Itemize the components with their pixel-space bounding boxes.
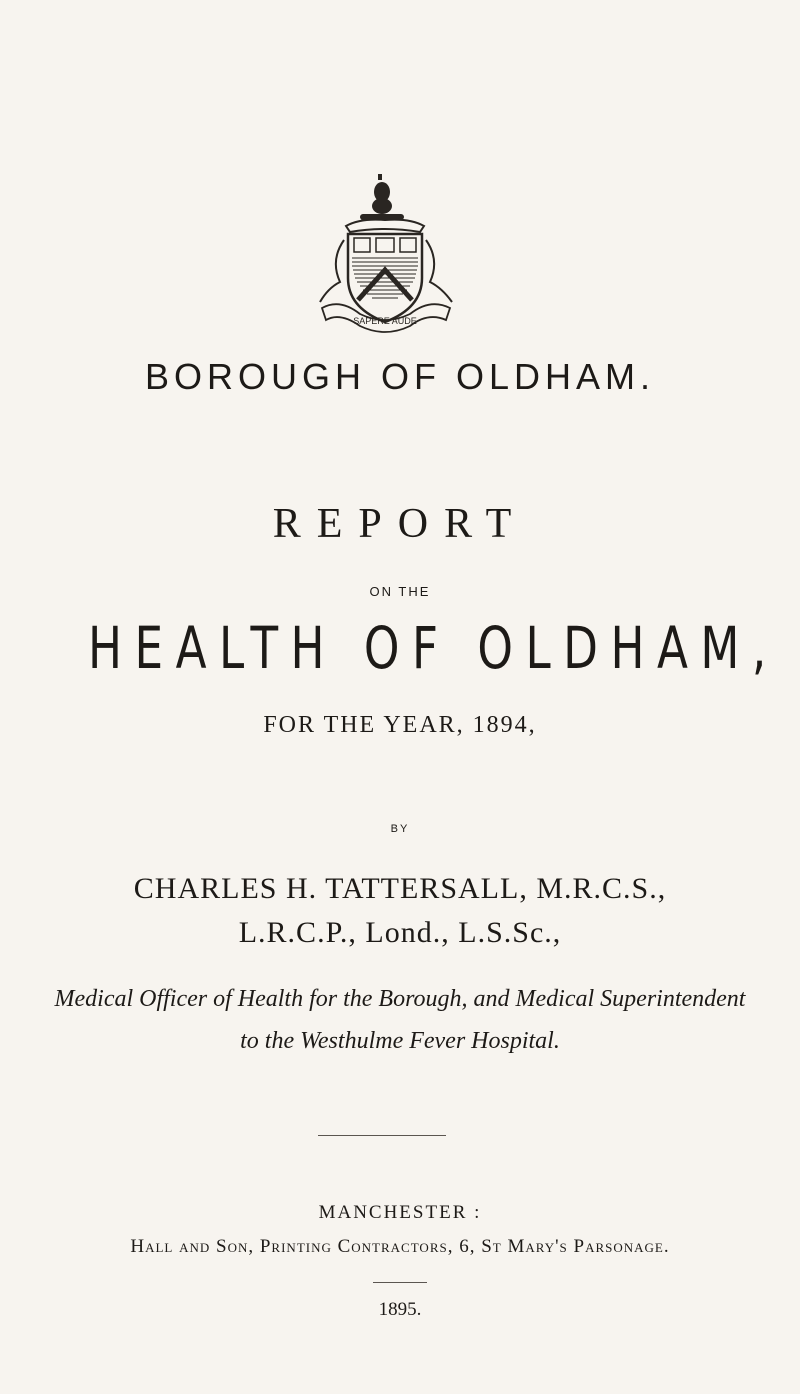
author-qualifications: L.R.C.P., Lond., L.S.Sc., [238,916,562,949]
motto-text: SAPERE AUDE [353,316,417,326]
divider-rule [318,1135,446,1136]
by-label: BY [390,823,410,835]
imprint-printer: Hall and Son, Printing Contractors, 6, St Mary's Parsonage. [130,1236,670,1257]
on-the-label: ON THE [369,584,431,599]
oldham-coat-of-arms-icon [300,170,470,345]
borough-heading: BOROUGH OF OLDHAM. [144,356,656,397]
author-role-line-1: Medical Officer of Health for the Borough, and Medical Superintendent [54,986,746,1012]
subject-title: HEALTH OF OLDHAM, [88,614,779,682]
imprint-date: 1895. [378,1299,422,1320]
imprint-city: MANCHESTER : [318,1202,482,1223]
year-line: FOR THE YEAR, 1894, [263,712,537,738]
short-divider-rule [373,1282,427,1283]
author-role-line-2: to the Westhulme Fever Hospital. [240,1028,560,1054]
author-name: CHARLES H. TATTERSALL, M.R.C.S., [133,872,667,905]
owl-crest-icon [360,174,404,220]
report-title: REPORT [272,501,528,547]
